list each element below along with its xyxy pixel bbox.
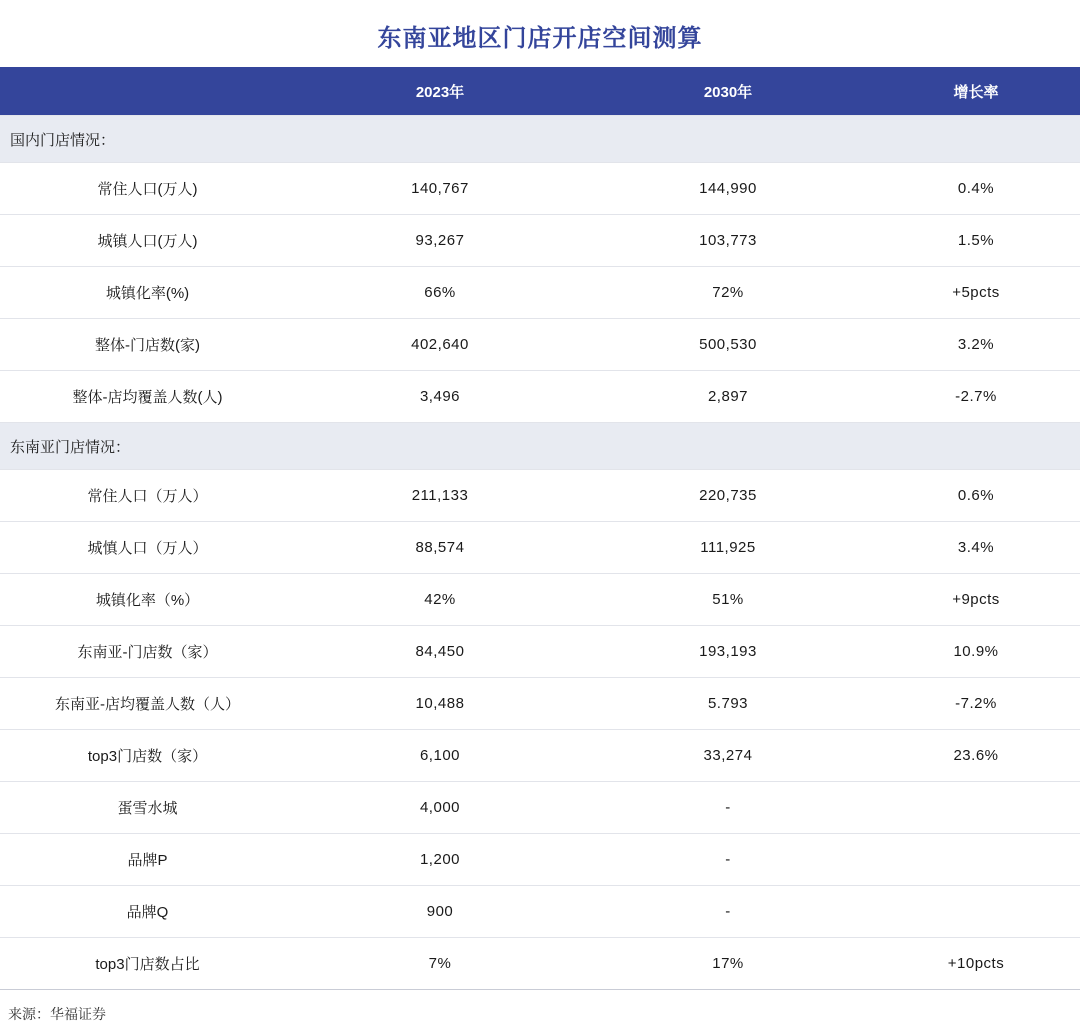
table-header (0, 67, 1080, 116)
row-value-growth (872, 782, 1080, 834)
table-section-row (0, 116, 1080, 163)
table-row (0, 626, 1080, 678)
row-label: 东南亚-店均覆盖人数（人） (0, 678, 296, 730)
table-body (0, 116, 1080, 990)
row-value-2030: - (584, 782, 872, 834)
row-label: top3门店数（家） (0, 730, 296, 782)
table-row (0, 834, 1080, 886)
row-label: 蛋雪水城 (0, 782, 296, 834)
row-value-2023: 84,450 (296, 626, 584, 678)
row-value-growth: 3.4% (872, 522, 1080, 574)
row-value-2030: 5.793 (584, 678, 872, 730)
row-value-2023: 211,133 (296, 470, 584, 522)
table-row (0, 574, 1080, 626)
table-row (0, 782, 1080, 834)
column-header-2030: 2030年 (584, 67, 872, 116)
row-value-growth: 0.6% (872, 470, 1080, 522)
table-row (0, 678, 1080, 730)
row-label: 品牌P (0, 834, 296, 886)
table-section-row (0, 423, 1080, 470)
row-value-growth: -7.2% (872, 678, 1080, 730)
row-value-growth: 3.2% (872, 319, 1080, 371)
column-header-label (0, 67, 296, 116)
row-label: 整体-店均覆盖人数(人) (0, 371, 296, 423)
row-value-2023: 10,488 (296, 678, 584, 730)
table-row (0, 267, 1080, 319)
row-label: 品牌Q (0, 886, 296, 938)
row-value-2030: 500,530 (584, 319, 872, 371)
row-value-growth: +10pcts (872, 938, 1080, 990)
row-value-2023: 900 (296, 886, 584, 938)
row-value-2030: 2,897 (584, 371, 872, 423)
table-row (0, 371, 1080, 423)
row-value-2030: - (584, 834, 872, 886)
store-space-table (0, 67, 1080, 990)
row-value-growth: +5pcts (872, 267, 1080, 319)
row-label: 常住人口(万人) (0, 163, 296, 215)
row-value-2023: 402,640 (296, 319, 584, 371)
row-value-2030: 51% (584, 574, 872, 626)
row-value-growth: 10.9% (872, 626, 1080, 678)
row-label: 城慎人口（万人） (0, 522, 296, 574)
row-value-2030: 72% (584, 267, 872, 319)
row-value-growth: -2.7% (872, 371, 1080, 423)
table-row (0, 938, 1080, 990)
table-row (0, 163, 1080, 215)
row-label: 城镇化率（%） (0, 574, 296, 626)
row-value-2030: 17% (584, 938, 872, 990)
row-value-2030: 144,990 (584, 163, 872, 215)
row-value-2023: 1,200 (296, 834, 584, 886)
row-value-2023: 4,000 (296, 782, 584, 834)
row-value-2030: 193,193 (584, 626, 872, 678)
row-value-2023: 6,100 (296, 730, 584, 782)
table-row (0, 470, 1080, 522)
row-value-growth (872, 886, 1080, 938)
source-note: 来源：华福证券 (8, 1006, 106, 1022)
row-value-growth: 0.4% (872, 163, 1080, 215)
section-label: 东南亚门店情况： (0, 423, 1080, 470)
page-title: 东南亚地区门店开店空间测算 (377, 25, 703, 52)
row-value-growth: 1.5% (872, 215, 1080, 267)
row-value-2030: 103,773 (584, 215, 872, 267)
table-row (0, 215, 1080, 267)
table-row (0, 886, 1080, 938)
row-label: 常住人口（万人） (0, 470, 296, 522)
row-value-2023: 66% (296, 267, 584, 319)
row-value-2023: 140,767 (296, 163, 584, 215)
table-row (0, 319, 1080, 371)
row-value-2023: 42% (296, 574, 584, 626)
row-value-2023: 88,574 (296, 522, 584, 574)
row-value-2023: 3,496 (296, 371, 584, 423)
section-label: 国内门店情况： (0, 116, 1080, 163)
row-value-2023: 7% (296, 938, 584, 990)
table-header-row (0, 67, 1080, 116)
column-header-growth: 增长率 (872, 67, 1080, 116)
row-value-growth: 23.6% (872, 730, 1080, 782)
row-value-2030: 111,925 (584, 522, 872, 574)
row-label: 东南亚-门店数（家） (0, 626, 296, 678)
table-row (0, 522, 1080, 574)
row-label: top3门店数占比 (0, 938, 296, 990)
table-row (0, 730, 1080, 782)
row-value-growth: +9pcts (872, 574, 1080, 626)
row-value-2030: - (584, 886, 872, 938)
column-header-2023: 2023年 (296, 67, 584, 116)
row-value-2023: 93,267 (296, 215, 584, 267)
row-value-growth (872, 834, 1080, 886)
row-label: 城镇化率(%) (0, 267, 296, 319)
row-label: 城镇人口(万人) (0, 215, 296, 267)
row-label: 整体-门店数(家) (0, 319, 296, 371)
row-value-2030: 220,735 (584, 470, 872, 522)
row-value-2030: 33,274 (584, 730, 872, 782)
